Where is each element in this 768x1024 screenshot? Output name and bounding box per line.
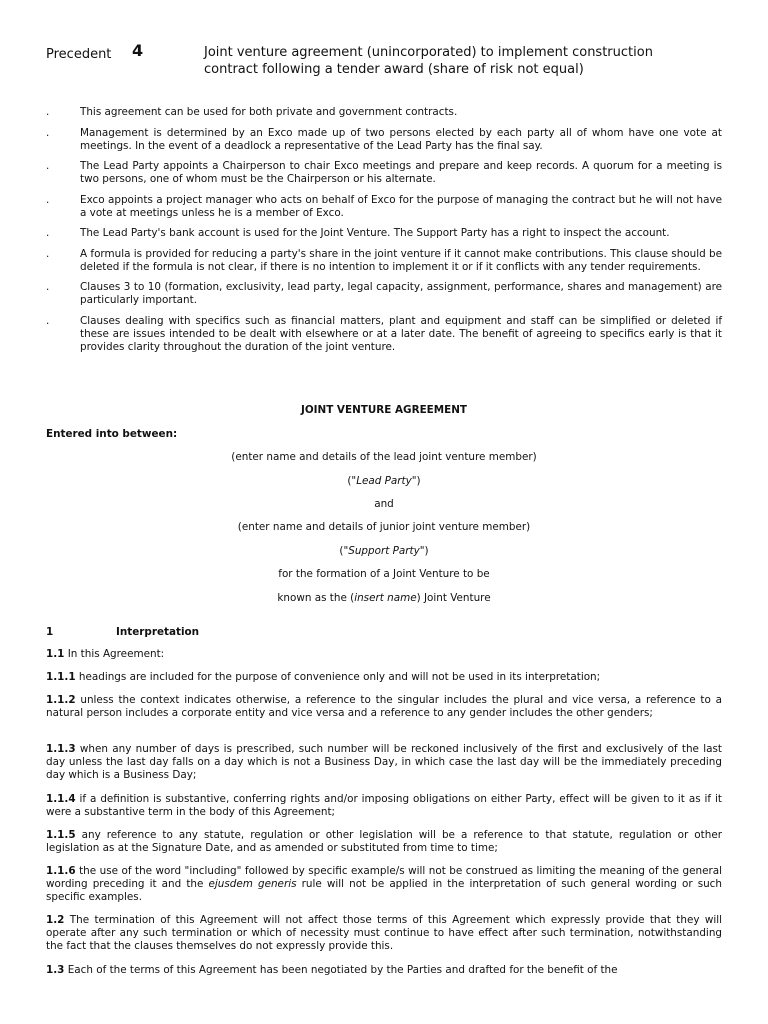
quote-close: "): [419, 545, 429, 557]
lead-party-name: Lead Party: [356, 475, 412, 487]
support-party-name: Support Party: [348, 545, 420, 557]
guidance-notes-list: [46, 106, 722, 361]
guidance-note-text: Clauses 3 to 10 (formation, exclusivity, lead party, legal capacity, assignment, performance, shares and management) are particularly important.: [80, 281, 722, 306]
clause-text: if a definition is substantive, conferring rights and/or imposing obligations on either Party, effect will be given to it as if it were a substantive term in the body of this Agreement;: [46, 793, 722, 818]
clause-text: unless the context indicates otherwise, a reference to the singular includes the plural and vice versa, a reference to a natural person includes a corporate entity and vice versa and a reference to any gender includes the other genders;: [46, 694, 722, 719]
clause-1-1-3: [46, 743, 722, 782]
precedent-title: Joint venture agreement (unincorporated) to implement construction contract following a tender award (share of risk not equal): [204, 45, 653, 77]
bullet-marker: .: [46, 193, 50, 206]
clause-number: 1.1.6: [46, 865, 76, 877]
formation-line: for the formation of a Joint Venture to be: [278, 568, 490, 580]
and-connector: and: [374, 498, 394, 510]
clause-number: 1.3: [46, 964, 65, 976]
clause-text-continued: rule will not be applied in the interpretation of such general wording or such specific examples.: [46, 878, 722, 903]
guidance-note-text: A formula is provided for reducing a party's share in the joint venture if it cannot make contributions. This clause should be deleted if the formula is not clear, if there is no intention to implement it or if it conflicts with any tender requirements.: [80, 247, 722, 273]
known-as-suffix: ) Joint Venture: [416, 592, 491, 604]
clause-1-1-5: [46, 829, 722, 855]
clause-1-1-6: [46, 865, 722, 904]
lead-party-label: [0, 475, 768, 488]
clause-number: 1.1.5: [46, 829, 76, 841]
guidance-note-text: This agreement can be used for both private and government contracts.: [80, 106, 458, 118]
lead-party-details: (enter name and details of the lead joint venture member): [231, 451, 537, 463]
quote-open: (": [347, 475, 357, 487]
clause-number: 1.1.1: [46, 671, 76, 683]
clause-text: when any number of days is prescribed, such number will be reckoned inclusively of the first and exclusively of the last day unless the last day falls on a day which is not a Business Day, in which case the last day will be the immediately preceding day which is a Business Day;: [46, 743, 722, 781]
bullet-marker: .: [46, 281, 50, 293]
guidance-note: [46, 194, 722, 220]
ejusdem-generis-term: ejusdem generis: [208, 878, 297, 890]
clause-1-1-4: [46, 793, 722, 819]
clause-number: 1.1: [46, 648, 65, 660]
quote-close: "): [411, 475, 421, 487]
precedent-number: 4: [132, 41, 144, 60]
guidance-note: [46, 106, 722, 119]
clause-1-2: [46, 914, 722, 953]
guidance-note: [46, 281, 722, 307]
clause-number: 1.1.3: [46, 743, 76, 755]
known-as-line: [0, 592, 768, 605]
clause-number: 1.1.2: [46, 694, 76, 706]
known-as-prefix: known as the (: [277, 592, 355, 604]
agreement-title: JOINT VENTURE AGREEMENT: [300, 404, 468, 416]
clause-text: the use of the word "including" followed by specific example/s will not be construed as limiting the meaning of the general wording preceding it and the: [46, 865, 722, 890]
guidance-note-text: Clauses dealing with specifics such as financial matters, plant and equipment and staff can be simplified or deleted if these are issues intended to be dealt with elsewhere or at a later date. The benefit of agreeing to specifics early is that it provides clarity throughout the duration of the joint venture.: [80, 314, 722, 353]
bullet-marker: .: [46, 126, 50, 139]
guidance-note-text: The Lead Party's bank account is used for the Joint Venture. The Support Party has a right to inspect the account.: [80, 227, 670, 239]
bullet-marker: .: [46, 247, 50, 260]
insert-name-placeholder: insert name: [354, 592, 417, 604]
guidance-note: [46, 127, 722, 153]
clause-text: Each of the terms of this Agreement has been negotiated by the Parties and drafted for the benefit of the: [64, 964, 618, 976]
bullet-marker: .: [46, 227, 50, 239]
bullet-marker: .: [46, 106, 50, 118]
guidance-note: [46, 160, 722, 186]
section-title: Interpretation: [116, 626, 200, 638]
junior-party-details: (enter name and details of junior joint venture member): [237, 521, 531, 533]
guidance-note-text: The Lead Party appoints a Chairperson to chair Exco meetings and prepare and keep records. A quorum for a meeting is two persons, one of whom must be the Chairperson or his alternate.: [80, 160, 722, 185]
clause-1-1-1: [46, 671, 722, 684]
clause-text: any reference to any statute, regulation or other legislation will be a reference to that statute, regulation or other legislation as at the Signature Date, and as amended or substituted from time to time;: [46, 829, 722, 854]
support-party-label: [0, 545, 768, 558]
quote-open: (": [339, 545, 349, 557]
guidance-note: [46, 248, 722, 274]
clause-1-1: [46, 648, 722, 661]
guidance-note: [46, 227, 722, 240]
clause-text: The termination of this Agreement will not affect those terms of this Agreement which expressly provide that they will operate after any such termination or which of necessity must continue to have effect after such termination, notwithstanding the fact that the clauses themselves do not expressly provide this.: [46, 914, 722, 952]
bullet-marker: .: [46, 160, 50, 172]
clause-1-3: [46, 964, 722, 977]
clause-number: 1.1.4: [46, 793, 76, 805]
section-number: 1: [46, 626, 54, 638]
guidance-note: [46, 315, 722, 354]
guidance-note-text: Management is determined by an Exco made up of two persons elected by each party all of whom have one vote at meetings. In the event of a deadlock a representative of the Lead Party has the final say.: [80, 126, 722, 152]
clause-text: headings are included for the purpose of convenience only and will not be used in its interpretation;: [75, 671, 601, 683]
clause-1-1-2: [46, 694, 722, 720]
precedent-label: Precedent: [46, 47, 112, 62]
clause-number: 1.2: [46, 914, 65, 926]
bullet-marker: .: [46, 314, 50, 327]
clause-text: In this Agreement:: [64, 648, 165, 660]
guidance-note-text: Exco appoints a project manager who acts on behalf of Exco for the purpose of managing the contract but he will not have a vote at meetings unless he is a member of Exco.: [80, 193, 722, 219]
entered-into-heading: Entered into between:: [46, 428, 178, 440]
